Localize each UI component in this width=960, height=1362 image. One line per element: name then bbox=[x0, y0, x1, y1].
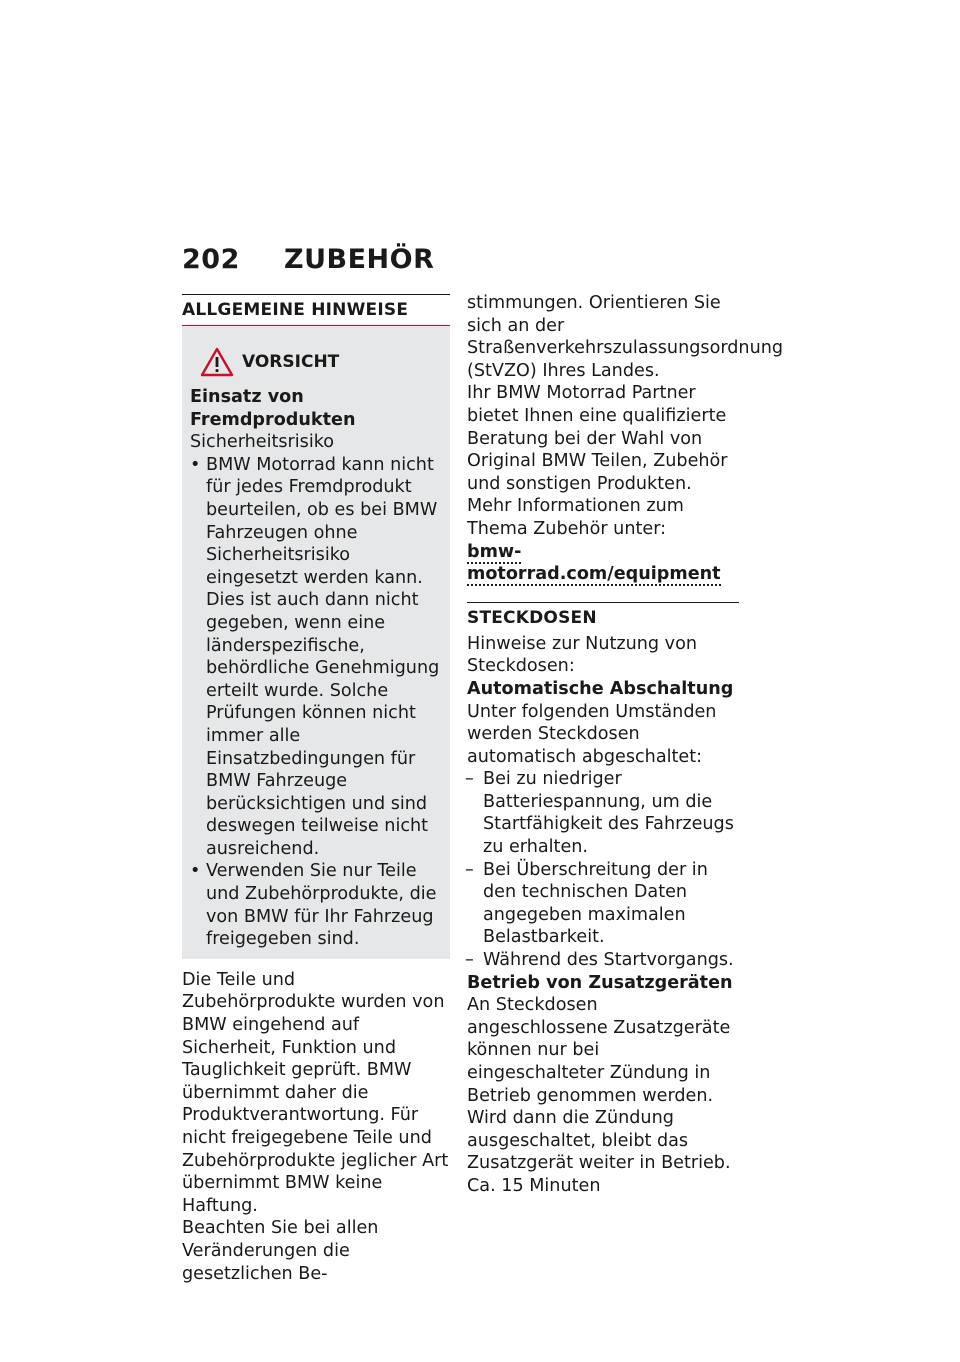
warning-title: Einsatz von Fremdprodukten bbox=[190, 387, 356, 430]
warning-header bbox=[188, 346, 442, 378]
chapter-title: ZUBEHÖR bbox=[284, 244, 435, 275]
section-title-allgemeine-hinweise: ALLGEMEINE HINWEISE bbox=[182, 300, 409, 320]
warning-bullet: • Verwenden Sie nur Teile und Zubehörprodukte, die von BMW für Ihr Fahrzeug freigegeben sind. bbox=[190, 860, 442, 950]
subheading-betrieb-von-zusatzgeraeten: Betrieb von Zusatzgeräten bbox=[467, 972, 733, 993]
list-item: – Während des Startvorgangs. bbox=[467, 949, 739, 972]
warning-label: VORSICHT bbox=[242, 351, 340, 372]
paragraph: stimmungen. Orientieren Sie sich an der Straßenverkehrszulassungsordnung (StVZO) Ihres Landes. bbox=[467, 293, 784, 381]
left-column bbox=[182, 294, 450, 1285]
warning-box bbox=[182, 326, 450, 959]
paragraph: Die Teile und Zubehörprodukte wurden von BMW eingehend auf Sicherheit, Funktion und Tauglichkeit geprüft. BMW übernimmt daher die Produktverantwortung. Für nicht freigegebene Teile und Zubehörprodukte jeglicher Art übernimmt BMW keine Haftung. bbox=[182, 969, 449, 1216]
section-title-steckdosen: STECKDOSEN bbox=[467, 607, 597, 628]
paragraph: An Steckdosen angeschlossene Zusatzgeräte können nur bei eingeschalteter Zündung in Betrieb genommen werden. Wird dann die Zündung ausgeschaltet, bleibt das Zusatzgerät weiter in Betrieb. Ca. 15 Minuten bbox=[467, 995, 731, 1196]
warning-subtitle: Sicherheitsrisiko bbox=[190, 432, 335, 453]
paragraph: Hinweise zur Nutzung von Steckdosen: bbox=[467, 633, 697, 677]
paragraph: Beachten Sie bei allen Veränderungen die gesetzlichen Be- bbox=[182, 1218, 379, 1284]
equipment-link[interactable]: bmw-motorrad.com/equipment bbox=[467, 541, 721, 585]
paragraph: Unter folgenden Umständen werden Steckdosen automatisch abgeschaltet: bbox=[467, 701, 717, 767]
warning-triangle-icon bbox=[200, 347, 234, 377]
subheading-automatische-abschaltung: Automatische Abschaltung bbox=[467, 678, 734, 699]
list-item: – Bei zu niedriger Batteriespannung, um die Startfähigkeit des Fahrzeugs zu erhalten. bbox=[467, 768, 739, 858]
right-column bbox=[467, 292, 784, 1198]
list-item: – Bei Überschreitung der in den technischen Daten angegeben maximalen Belastbarkeit. bbox=[467, 859, 739, 949]
paragraph: Mehr Informationen zum Thema Zubehör unter: bbox=[467, 496, 684, 539]
page-number: 202 bbox=[182, 244, 240, 275]
paragraph: Ihr BMW Motorrad Partner bietet Ihnen eine qualifizierte Beratung bei der Wahl von Original BMW Teilen, Zubehör und sonstigen Produkten. bbox=[467, 383, 728, 494]
warning-bullet: • BMW Motorrad kann nicht für jedes Fremdprodukt beurteilen, ob es bei BMW Fahrzeugen ohne Sicherheitsrisiko eingesetzt werden kann. Dies ist auch dann nicht gegeben, wenn eine länderspezifische, behördliche Genehmigung erteilt wurde. Solche Prüfungen können nicht immer alle Einsatzbedingungen für BMW Fahrzeuge berücksichtigen und sind deswegen teilweise nicht ausreichend. bbox=[190, 454, 442, 861]
